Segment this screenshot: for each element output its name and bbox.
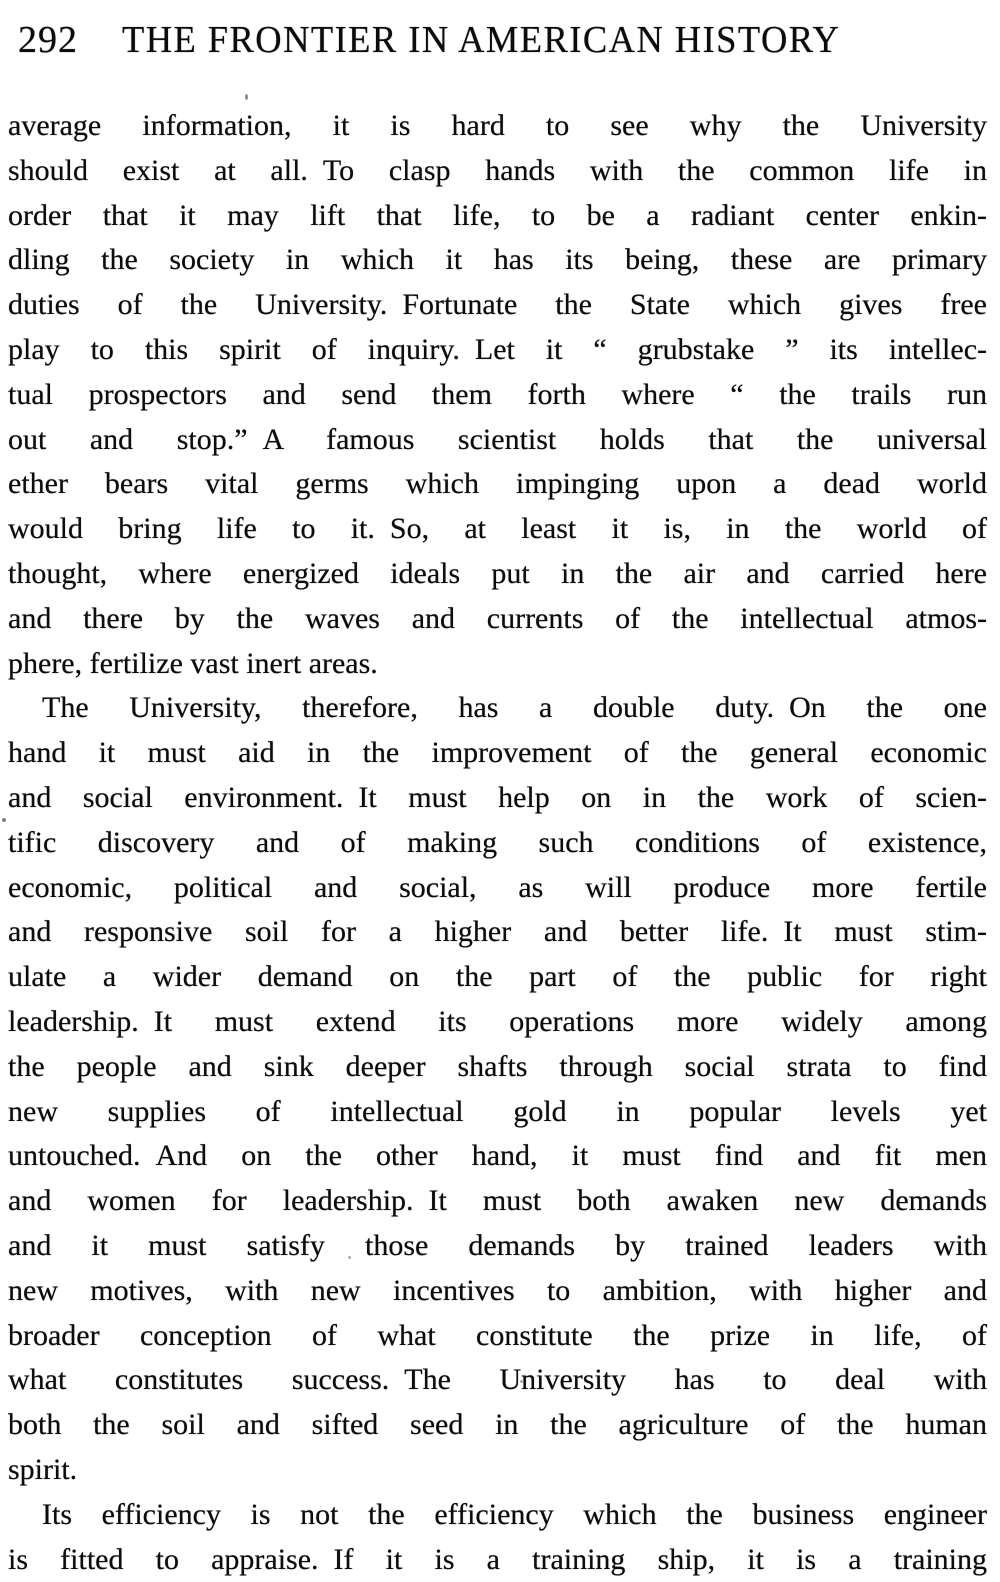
text-line: phere, fertilize vast inert areas. — [8, 642, 987, 687]
text-line: and social environment. It must help on in the work of scien- — [8, 776, 987, 821]
text-line: both the soil and sifted seed in the agriculture of the human — [8, 1403, 987, 1448]
text-line: and there by the waves and currents of the intellectual atmos- — [8, 597, 987, 642]
text-line: tual prospectors and send them forth where “ the trails run — [8, 373, 987, 418]
text-line: and responsive soil for a higher and better life. It must stim- — [8, 910, 987, 955]
text-line: hand it must aid in the improvement of the general economic — [8, 731, 987, 776]
text-line: out and stop.” A famous scientist holds that the universal — [8, 418, 987, 463]
text-line: should exist at all. To clasp hands with the common life in — [8, 149, 987, 194]
text-line: ulate a wider demand on the part of the public for right — [8, 955, 987, 1000]
scan-speck — [245, 94, 248, 100]
text-line: Its efficiency is not the efficiency which the business engineer — [8, 1493, 987, 1538]
text-line: average information, it is hard to see why the University — [8, 104, 987, 149]
text-line: the people and sink deeper shafts through social strata to find — [8, 1045, 987, 1090]
text-line: ether bears vital germs which impinging upon a dead world — [8, 462, 987, 507]
scan-speck — [2, 818, 6, 822]
text-line: leadership. It must extend its operations more widely among — [8, 1000, 987, 1045]
text-line: would bring life to it. So, at least it is, in the world of — [8, 507, 987, 552]
text-line: is fitted to appraise. If it is a training ship, it is a training — [8, 1538, 987, 1582]
text-line: tific discovery and of making such conditions of existence, — [8, 821, 987, 866]
text-line: play to this spirit of inquiry. Let it “ grubstake ” its intellec- — [8, 328, 987, 373]
text-line: and it must satisfy those demands by trained leaders with — [8, 1224, 987, 1269]
text-line: duties of the University. Fortunate the State which gives free — [8, 283, 987, 328]
scan-speck — [348, 1256, 351, 1259]
text-line: economic, political and social, as will produce more fertile — [8, 866, 987, 911]
text-line: order that it may lift that life, to be a radiant center enkin- — [8, 194, 987, 239]
page-number: 292 — [18, 20, 78, 60]
text-line: thought, where energized ideals put in the air and carried here — [8, 552, 987, 597]
running-title: THE FRONTIER IN AMERICAN HISTORY — [122, 20, 840, 60]
text-line: untouched. And on the other hand, it must find and fit men — [8, 1134, 987, 1179]
text-line: spirit. — [8, 1448, 987, 1493]
text-line: new motives, with new incentives to ambition, with higher and — [8, 1269, 987, 1314]
text-line: broader conception of what constitute the prize in life, of — [8, 1314, 987, 1359]
text-line: dling the society in which it has its being, these are primary — [8, 238, 987, 283]
text-line: and women for leadership. It must both awaken new demands — [8, 1179, 987, 1224]
text-line: new supplies of intellectual gold in popular levels yet — [8, 1090, 987, 1135]
text-line: what constitutes success. The University has to deal with — [8, 1358, 987, 1403]
running-head — [0, 0, 1000, 60]
page-body — [0, 104, 1000, 1582]
text-line: The University, therefore, has a double duty. On the one — [8, 686, 987, 731]
scan-speck — [520, 1380, 523, 1383]
